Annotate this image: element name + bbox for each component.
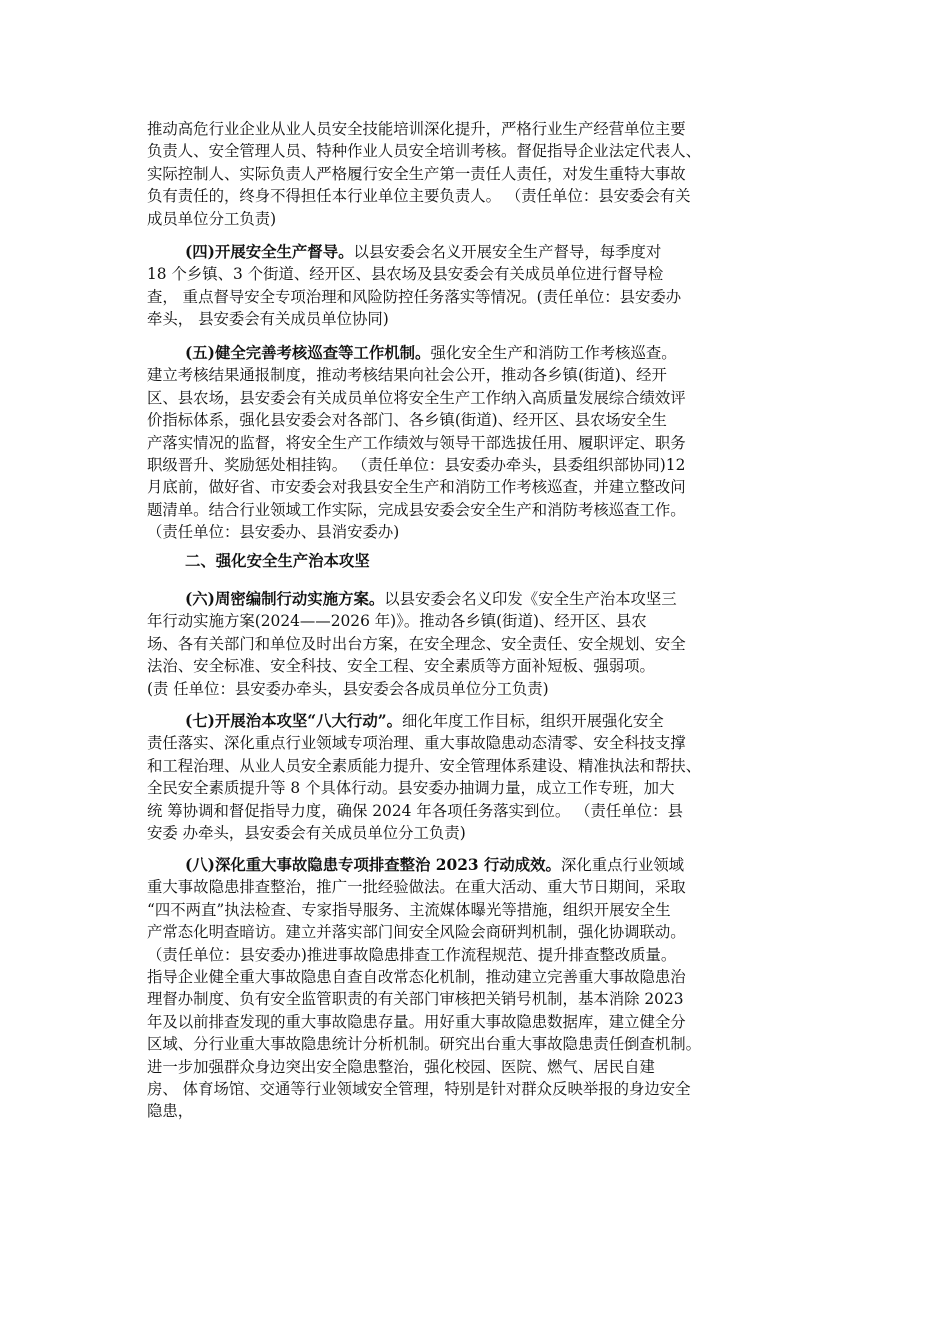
text-line: 牵头， 县安委会有关成员单位协同): [147, 310, 389, 329]
text-line: 重大事故隐患排查整治，推广一批经验做法。在重大活动、重大节日期间，采取: [147, 878, 686, 897]
section-heading: (六)周密编制行动实施方案。: [185, 590, 385, 608]
text-line: 职级晋升、奖励惩处相挂钩。 （责任单位：县安委办牵头，县委组织部协同)12: [147, 455, 686, 474]
text-run: 以县安委会名义开展安全生产督导，每季度对: [353, 243, 662, 261]
text-line: （责任单位：县安委办、县消安委办): [147, 523, 400, 542]
paragraph-assessment: [147, 342, 812, 544]
text-line: [147, 241, 812, 263]
text-line: 责任落实、深化重点行业领域专项治理、重大事故隐患动态清零、安全科技支撑: [147, 734, 686, 753]
text-line: 18 个乡镇、3 个街道、经开区、县农场及县安委会有关成员单位进行督导检: [147, 265, 664, 284]
text-line: 进一步加强群众身边突出安全隐患整治，强化校园、医院、燃气、居民自建: [147, 1057, 655, 1076]
text-line: (责 任单位：县安委办牵头，县安委会各成员单位分工负责): [147, 679, 549, 698]
text-line: 年及以前排查发现的重大事故隐患存量。用好重大事故隐患数据库，建立健全分: [147, 1012, 686, 1031]
text-line: 建立考核结果通报制度，推动考核结果向社会公开，推动各乡镇(街道)、经开: [147, 366, 667, 385]
text-line: 成员单位分工负责): [147, 209, 277, 228]
text-line: 区域、分行业重大事故隐患统计分析机制。研究出台重大事故隐患责任倒查机制。: [147, 1035, 702, 1054]
text-line: 区、县农场，县安委会有关成员单位将安全生产工作纳入高质量发展综合绩效评: [147, 388, 686, 407]
text-line: 理督办制度、负有安全监管职责的有关部门审核把关销号机制，基本消除 2023: [147, 990, 684, 1009]
text-line: 和工程治理、从业人员安全素质能力提升、安全管理体系建设、精准执法和帮扶、: [147, 756, 702, 775]
text-line: 指导企业健全重大事故隐患自查自改常态化机制，推动建立完善重大事故隐患治: [147, 967, 686, 986]
text-line: 题清单。结合行业领域工作实际，完成县安委会安全生产和消防考核巡查工作。: [147, 500, 686, 519]
section-heading: (四)开展安全生产督导。: [185, 243, 354, 261]
text-line: 实际控制人、实际负责人严格履行安全生产第一责任人责任，对发生重特大事故: [147, 164, 686, 183]
section-heading: (七)开展治本攻坚“八大行动”。: [185, 712, 402, 730]
text-line: 推动高危行业企业从业人员安全技能培训深化提升，严格行业生产经营单位主要: [147, 120, 686, 138]
paragraph-eight-actions: [147, 710, 812, 844]
text-run: 细化年度工作目标，组织开展强化安全: [401, 712, 664, 730]
text-line: 隐患，: [147, 1102, 194, 1121]
text-line: 全民安全素质提升等 8 个具体行动。县安委办抽调力量，成立工作专班，加大: [147, 779, 675, 798]
text-line: 年行动实施方案(2024——2026 年)》。推动各乡镇(街道)、经开区、县农: [147, 612, 647, 631]
text-line: “四不两直”执法检查、专家指导服务、主流媒体曝光等措施，组织开展安全生: [147, 900, 671, 919]
paragraph-training: [147, 118, 812, 230]
text-line: [147, 342, 812, 364]
text-line: 负有责任的，终身不得担任本行业单位主要负责人。 （责任单位：县安委会有关: [147, 187, 691, 206]
text-line: 产落实情况的监督，将安全生产工作绩效与领导干部选拔任用、履职评定、职务: [147, 433, 686, 452]
text-line: 房、 体育场馆、交通等行业领域安全管理，特别是针对群众反映举报的身边安全: [147, 1079, 691, 1098]
text-line: 统 筹协调和督促指导力度，确保 2024 年各项任务落实到位。 （责任单位：县: [147, 801, 683, 820]
text-line: 负责人、安全管理人员、特种作业人员安全培训考核。督促指导企业法定代表人、: [147, 142, 702, 161]
paragraph-plan: [147, 588, 812, 700]
text-line: 法治、安全标准、安全科技、安全工程、安全素质等方面补短板、强弱项。: [147, 657, 655, 676]
text-run: 以县安委会名义印发《安全生产治本攻坚三: [384, 590, 677, 608]
text-line: 查， 重点督导安全专项治理和风险防控任务落实等情况。(责任单位：县安委办: [147, 287, 682, 306]
paragraph-hazard-rectification: [147, 854, 812, 1123]
paragraph-supervision: [147, 241, 812, 331]
text-run: 强化安全生产和消防工作考核巡查。: [430, 344, 677, 362]
text-line: 价指标体系，强化县安委会对各部门、各乡镇(街道)、经开区、县农场安全生: [147, 411, 667, 430]
text-line: 场、各有关部门和单位及时出台方案，在安全理念、安全责任、安全规划、安全: [147, 634, 686, 653]
text-line: （责任单位：县安委办)推进事故隐患排查工作流程规范、提升排查整改质量。: [147, 945, 677, 964]
text-line: [147, 854, 812, 876]
text-line: 安委 办牵头，县安委会有关成员单位分工负责): [147, 823, 466, 842]
text-run: 深化重点行业领域: [560, 856, 685, 874]
section-title: [147, 550, 812, 572]
text-line: 月底前，做好省、市安委会对我县安全生产和消防工作考核巡查，并建立整改问: [147, 478, 686, 497]
section-heading: (八)深化重大事故隐患专项排查整治 2023 行动成效。: [185, 856, 561, 874]
heading-text: 二、强化安全生产治本攻坚: [185, 552, 370, 570]
heading-line: [147, 550, 812, 572]
text-line: 产常态化明查暗访。建立并落实部门间安全风险会商研判机制，强化协调联动。: [147, 923, 686, 942]
text-line: [147, 710, 812, 732]
text-line: [147, 588, 812, 610]
section-heading: (五)健全完善考核巡查等工作机制。: [185, 344, 431, 362]
